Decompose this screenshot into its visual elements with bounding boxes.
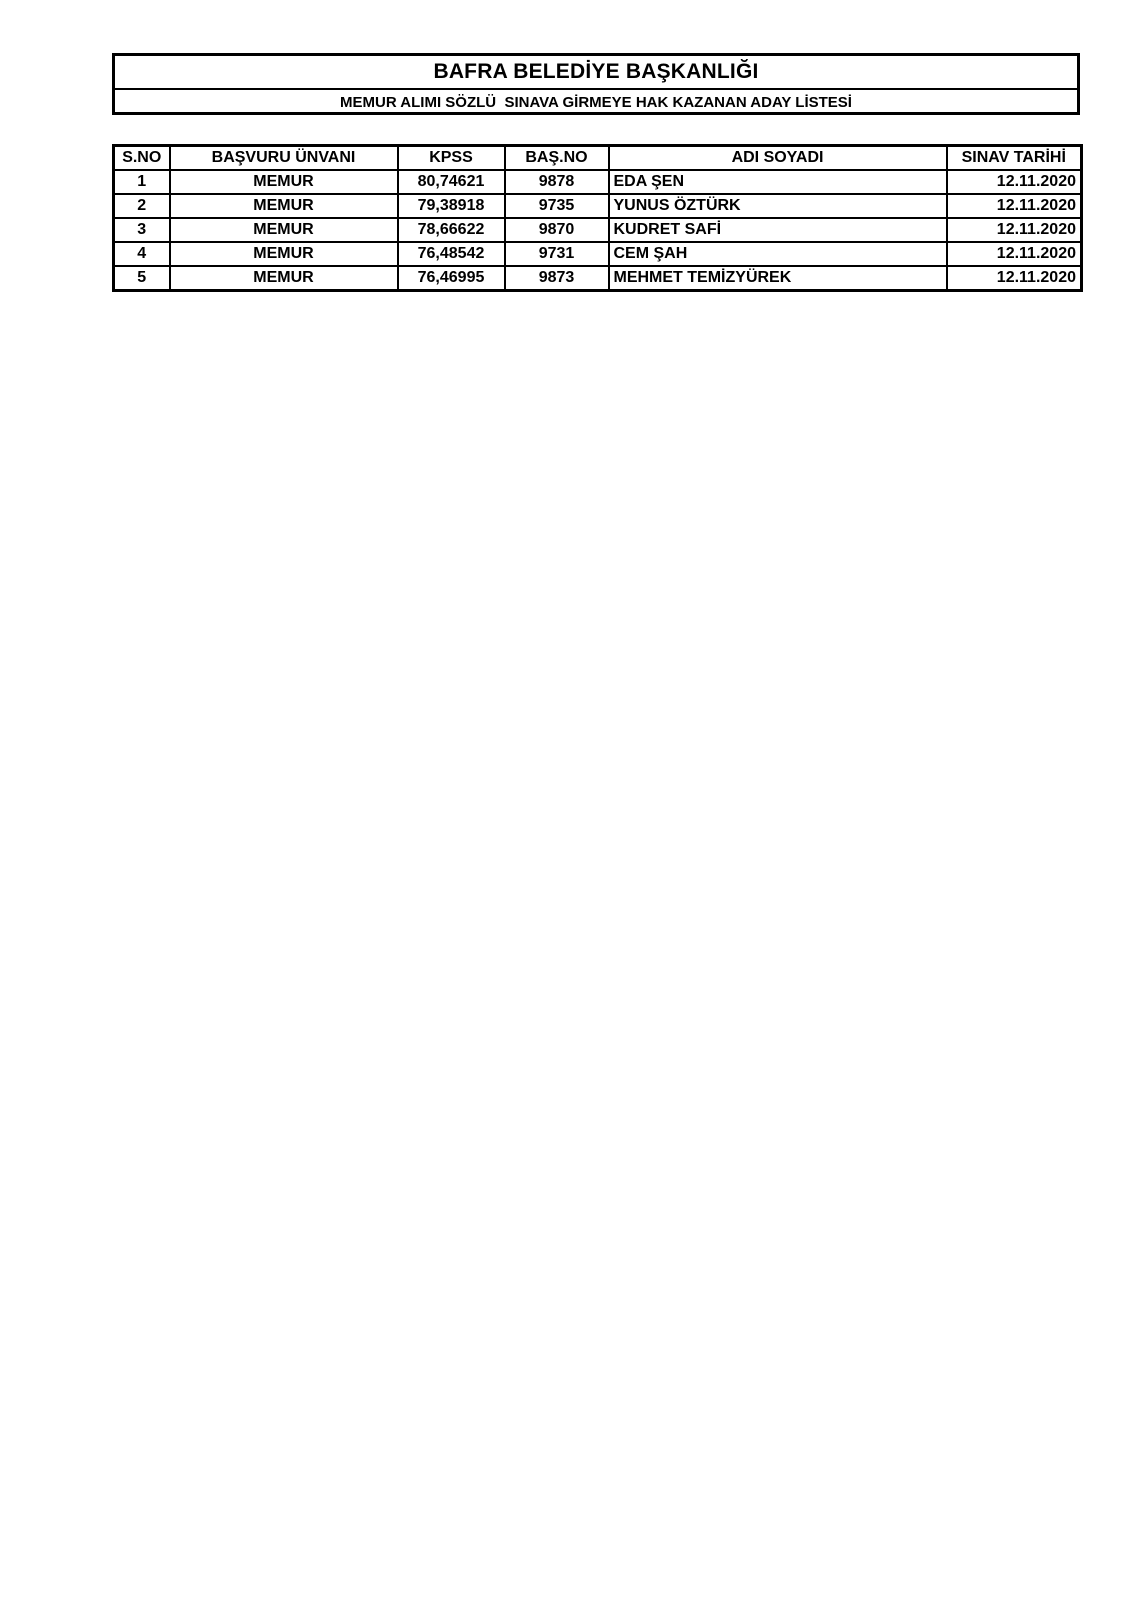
cell-name: MEHMET TEMİZYÜREK: [609, 266, 947, 291]
document-title: BAFRA BELEDİYE BAŞKANLIĞI: [115, 56, 1077, 90]
cell-basno: 9870: [505, 218, 609, 242]
cell-name: KUDRET SAFİ: [609, 218, 947, 242]
column-header-kpss: KPSS: [398, 146, 505, 171]
document-header: [112, 53, 1080, 115]
cell-date: 12.11.2020: [947, 194, 1082, 218]
column-header-basno: BAŞ.NO: [505, 146, 609, 171]
cell-sno: 3: [114, 218, 170, 242]
candidate-table: [112, 144, 1083, 292]
cell-kpss: 80,74621: [398, 170, 505, 194]
table-row: [114, 170, 1082, 194]
cell-unvan: MEMUR: [170, 218, 398, 242]
cell-unvan: MEMUR: [170, 194, 398, 218]
cell-unvan: MEMUR: [170, 266, 398, 291]
column-header-date: SINAV TARİHİ: [947, 146, 1082, 171]
cell-sno: 4: [114, 242, 170, 266]
cell-sno: 2: [114, 194, 170, 218]
cell-date: 12.11.2020: [947, 170, 1082, 194]
cell-date: 12.11.2020: [947, 266, 1082, 291]
cell-name: YUNUS ÖZTÜRK: [609, 194, 947, 218]
column-header-unvan: BAŞVURU ÜNVANI: [170, 146, 398, 171]
table-row: [114, 266, 1082, 291]
cell-kpss: 79,38918: [398, 194, 505, 218]
cell-name: EDA ŞEN: [609, 170, 947, 194]
column-header-sno: S.NO: [114, 146, 170, 171]
cell-date: 12.11.2020: [947, 218, 1082, 242]
cell-basno: 9731: [505, 242, 609, 266]
cell-date: 12.11.2020: [947, 242, 1082, 266]
column-header-name: ADI SOYADI: [609, 146, 947, 171]
cell-kpss: 78,66622: [398, 218, 505, 242]
cell-sno: 1: [114, 170, 170, 194]
cell-kpss: 76,46995: [398, 266, 505, 291]
cell-kpss: 76,48542: [398, 242, 505, 266]
cell-basno: 9735: [505, 194, 609, 218]
cell-name: CEM ŞAH: [609, 242, 947, 266]
cell-sno: 5: [114, 266, 170, 291]
table-row: [114, 194, 1082, 218]
cell-unvan: MEMUR: [170, 170, 398, 194]
document-subtitle: MEMUR ALIMI SÖZLÜ SINAVA GİRMEYE HAK KAZANAN ADAY LİSTESİ: [340, 94, 852, 111]
cell-unvan: MEMUR: [170, 242, 398, 266]
table-row: [114, 218, 1082, 242]
cell-basno: 9873: [505, 266, 609, 291]
table-row: [114, 242, 1082, 266]
table-header-row: [114, 146, 1082, 171]
cell-basno: 9878: [505, 170, 609, 194]
